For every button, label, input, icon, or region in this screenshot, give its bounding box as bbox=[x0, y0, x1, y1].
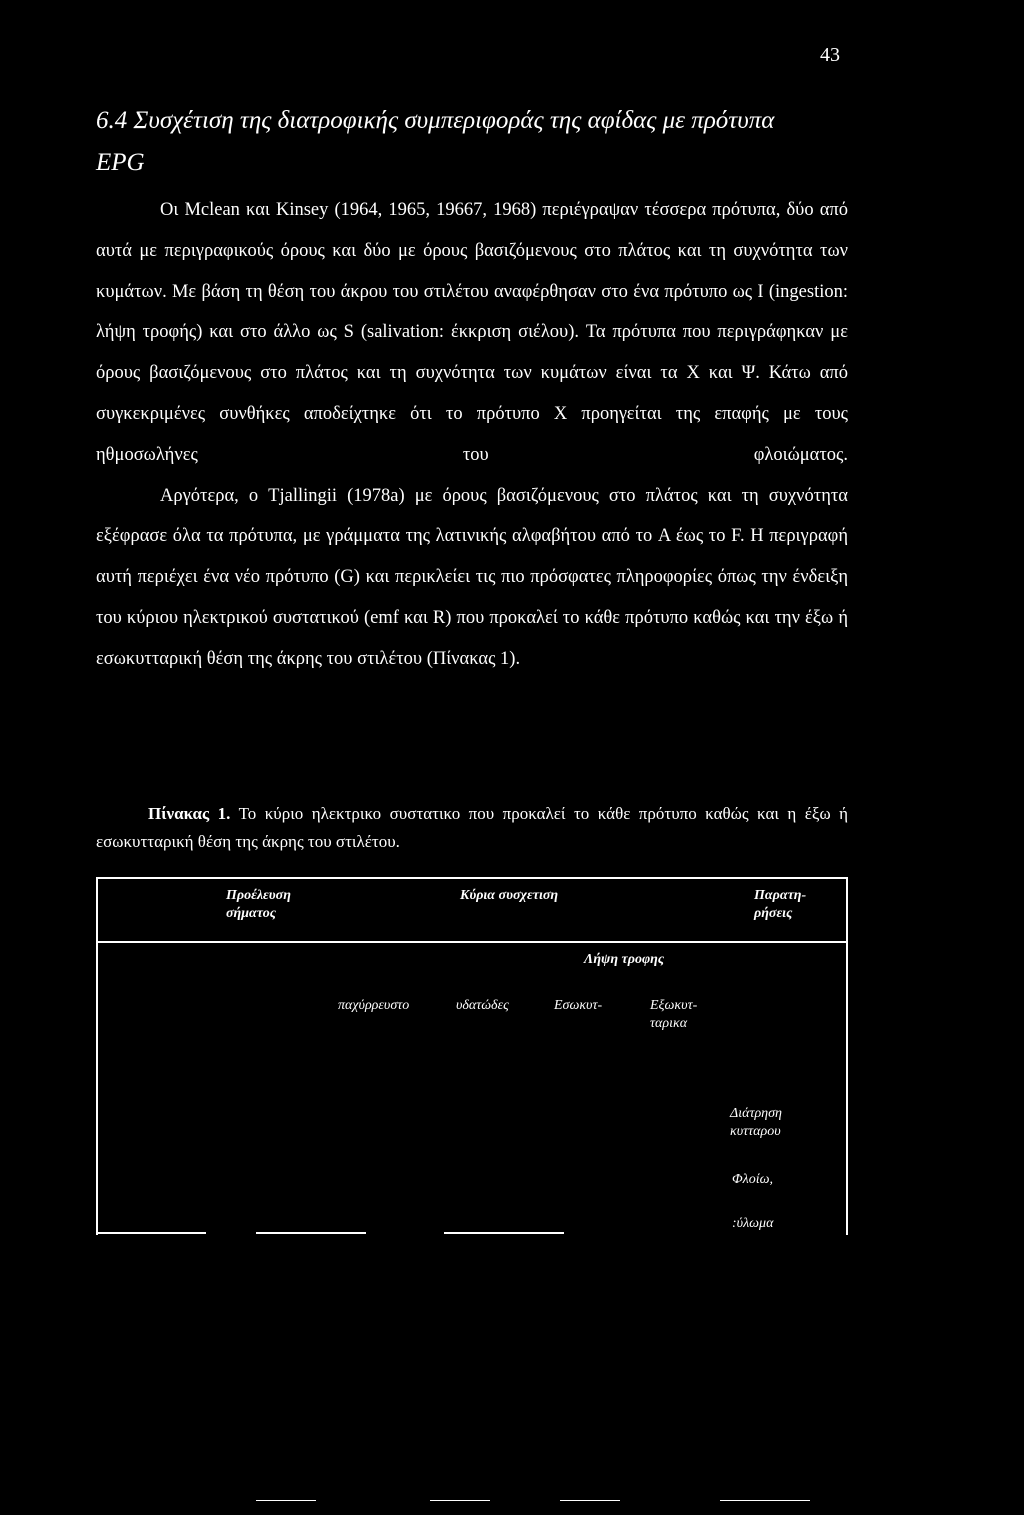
body-text bbox=[96, 190, 848, 680]
paragraph-2: Αργότερα, ο Tjallingii (1978a) με όρους βασιζόμενους στο πλάτος και τη συχνότητα εξέφρασε όλα τα πρότυπα, με γράμματα της λατινικής αλφαβήτου από το A έως το F. Η περιγραφή αυτή περιέχει ένα νέο πρότυπο (G) και περικλείει τις πιο πρόσφατες πληροφορίες όπως την ένδειξη του κύριου ηλεκτρικού συστατικού (emf και R) που προκαλεί το κάθε πρότυπο καθώς και την έξω ή εσωκυτταρική θέση της άκρης του στιλέτου (Πίνακας 1). bbox=[96, 485, 848, 669]
paragraph-1: Οι Mclean και Kinsey (1964, 1965, 19667, 1968) περιέγραψαν τέσσερα πρότυπα, δύο από αυτά με περιγραφικούς όρους και δύο με όρους βασιζόμενους στο πλάτος και τη συχνότητα των κυμάτων. Με βάση τη θέση του άκρου του στιλέτου αναφέρθησαν στο ένα πρότυπο ως I (ingestion: λήψη τροφής) και στο άλλο ως S (salivation: έκκριση σιέλου). Τα πρότυπα που περιγράφηκαν με όρους βασιζόμενους στο πλάτος και τη συχνότητα των κυμάτων είναι τα X και Ψ. Κάτω από συγκεκριμένες συνθήκες αποδείχτηκε ότι το πρότυπο X προηγείται της επαφής με τους ηθμοσωλήνες του φλοιώματος. bbox=[96, 200, 848, 465]
sub-col4-line1: Εξωκυτ- bbox=[650, 998, 698, 1013]
col1-header bbox=[226, 887, 291, 923]
sub-col3: Εσωκυτ- bbox=[554, 998, 603, 1013]
table-caption bbox=[96, 800, 848, 856]
caption-label: Πίνακας 1. bbox=[148, 804, 231, 823]
footer-dash-3 bbox=[560, 1500, 620, 1501]
sub-col1: παχύρρευστο bbox=[338, 998, 410, 1013]
col3-header-line2: ρήσεις bbox=[754, 906, 793, 921]
table-1 bbox=[96, 877, 848, 1235]
table-bottom-rule-3 bbox=[444, 1232, 564, 1234]
table-bottom-rule-1 bbox=[96, 1232, 206, 1234]
sub-col4-line2: ταρικα bbox=[650, 1016, 688, 1031]
sub-col2: υδατώδες bbox=[456, 998, 509, 1013]
section-heading-line2: EPG bbox=[96, 149, 145, 176]
sub-col4 bbox=[650, 997, 697, 1033]
col1-header-line1: Προέλευση bbox=[226, 888, 291, 903]
page-number: 43 bbox=[820, 44, 840, 66]
header-rule bbox=[98, 941, 846, 943]
footer-dash-4 bbox=[720, 1500, 810, 1501]
note-2: Φλοίω, bbox=[732, 1172, 773, 1187]
note-1-line1: Διάτρηση bbox=[730, 1106, 782, 1121]
table-bottom-rule-2 bbox=[256, 1232, 366, 1234]
col3-header bbox=[754, 887, 806, 923]
caption-text: Το κύριο ηλεκτρικο συστατικο που προκαλεί το κάθε πρότυπο καθώς και η έξω ή εσωκυτταρική θέση της άκρης του στιλέτου. bbox=[96, 804, 848, 851]
section-heading-line1: 6.4 Συσχέτιση της διατροφικής συμπεριφοράς της αφίδας με πρότυπα bbox=[96, 107, 775, 134]
subheader: Λήψη τροφης bbox=[584, 952, 665, 967]
col3-header-line1: Παρατη- bbox=[754, 888, 807, 903]
footer-dash-1 bbox=[256, 1500, 316, 1501]
footer-dash-2 bbox=[430, 1500, 490, 1501]
note-3: :ύλωμα bbox=[732, 1216, 774, 1231]
note-1-line2: κυτταρου bbox=[730, 1124, 781, 1139]
col1-header-line2: σήματος bbox=[226, 906, 277, 921]
col2-header: Κύρια συσχετιση bbox=[460, 888, 559, 903]
section-heading bbox=[96, 100, 856, 184]
note-1 bbox=[730, 1105, 782, 1141]
